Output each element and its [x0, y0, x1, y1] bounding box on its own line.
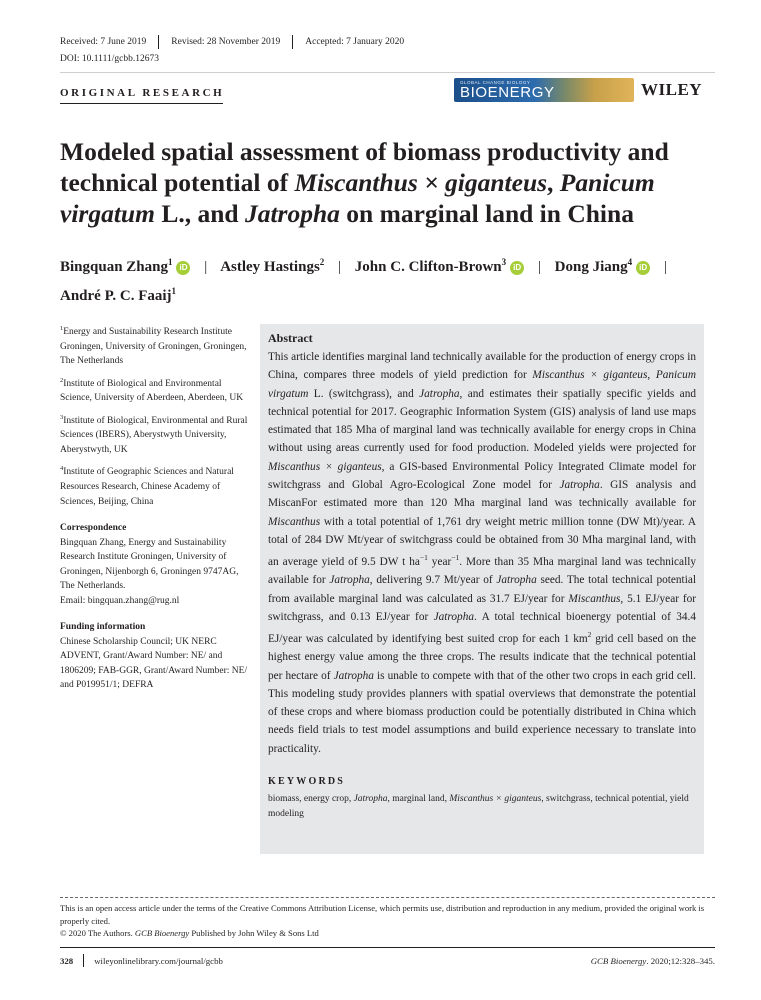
author-separator: | [338, 259, 342, 275]
revised-date: Revised: 28 November 2019 [171, 37, 281, 47]
keywords-list: biomass, energy crop, Jatropha, marginal land, Miscanthus × giganteus, switchgrass, technical potential, yield modeling [268, 794, 689, 819]
header-rule [60, 72, 715, 73]
journal-logo-subtitle: GLOBAL CHANGE BIOLOGY [460, 80, 531, 85]
date-separator [158, 35, 159, 49]
section-label: ORIGINAL RESEARCH [60, 87, 225, 99]
author-separator: | [663, 259, 667, 275]
journal-logo-title: BIOENERGY [460, 84, 555, 101]
publisher-logo[interactable]: WILEY [641, 80, 703, 99]
author[interactable]: Dong Jiang$^4$ [554, 257, 633, 275]
accepted-date: Accepted: 7 January 2020 [305, 37, 405, 47]
received-date: Received: 7 June 2019 [60, 37, 147, 47]
keywords-heading: KEYWORDS [268, 776, 346, 788]
orcid-icon[interactable]: iD [636, 261, 650, 275]
footer-rule [60, 947, 715, 948]
journal-logo[interactable] [454, 78, 634, 102]
doi[interactable]: DOI: 10.1111/gcbb.12673 [60, 54, 159, 64]
journal-url[interactable]: wileyonlinelibrary.com/journal/gcbb [94, 955, 223, 966]
article-dates [60, 35, 404, 49]
license-note [60, 902, 715, 940]
author[interactable]: André P. C. Faaij$^1$ [60, 286, 177, 304]
author-separator: | [204, 259, 208, 275]
page-number: 328 [60, 955, 74, 966]
author[interactable]: Astley Hastings$^2$ [220, 257, 325, 275]
section-underline [60, 103, 223, 104]
page-footer [60, 954, 715, 967]
article-title: Modeled spatial assessment of biomass productivity and technical potential of Miscanthus × giganteus, Panicum virgatum L., and Jatropha on marginal land in China [60, 137, 669, 228]
footnote-divider [60, 897, 715, 898]
author[interactable]: John C. Clifton-Brown$^3$ [354, 257, 507, 275]
funding-heading: Funding information [60, 622, 146, 633]
license-text: This is an open access article under the terms of the Creative Commons Attribution License, which permits use, distribution and reproduction in any medium, provided the original work is properly cited. [60, 903, 705, 926]
citation: GCB Bioenergy. 2020;12:328–345. [590, 955, 715, 966]
correspondence-email[interactable]: Email: bingquan.zhang@rug.nl [60, 595, 180, 606]
author-list [60, 250, 720, 308]
affiliation: $^3$Institute of Biological, Environmental and Rural Sciences (IBERS), Aberystwyth University, Aberystwyth, UK [60, 413, 248, 455]
affiliation: $^1$Energy and Sustainability Research Institute Groningen, University of Groningen, Groningen, The Netherlands [60, 325, 247, 367]
abstract-box [260, 324, 704, 854]
affiliation: $^4$Institute of Geographic Sciences and Natural Resources Research, Chinese Academy of Sciences, Beijing, China [60, 465, 234, 507]
orcid-icon[interactable]: iD [510, 261, 524, 275]
correspondence-heading: Correspondence [60, 523, 127, 534]
correspondence-text: Bingquan Zhang, Energy and Sustainability Research Institute Groningen, University of Groningen, Nijenborgh 6, Groningen 9747AG, The Netherlands. Email: bingquan.zhang@rug.nl [60, 537, 239, 606]
orcid-icon[interactable]: iD [176, 261, 190, 275]
author-separator: | [537, 259, 541, 275]
footer-separator [83, 954, 84, 967]
article-sidebar [60, 322, 250, 698]
abstract-text: This article identifies marginal land technically available for the production of energy crops in China, compares three models of yield prediction for Miscanthus × giganteus, Panicum virgatum L. (switchgrass), and Jatropha, and estimates their spatially specific yields and technical potential for 2017. Geographic Information System (GIS) analysis of land use maps estimated that 185 Mha of marginal land was technically available for energy crops in China without using areas currently used for food production. Modeled yields were projected for Miscanthus × giganteus, a GIS-based Environmental Policy Integrated Climate model for switchgrass and Global Agro-Ecological Zone model for Jatropha. GIS analysis and MiscanFor estimated more than 120 Mha marginal land was technically available for Miscanthus with a total potential of 1,761 dry weight metric million tonne (DW Mt)/year. A total of 284 DW Mt/year of switchgrass could be obtained from 30 Mha marginal land, with an average yield of 9.5 DW t $ha^{-1}$ year$^{-1}$. More than 35 Mha marginal land was technically available for Jatropha, delivering 9.7 Mt/year of Jatropha seed. The total technical potential from available marginal land was calculated as 31.7 EJ/year for Miscanthus, 5.1 EJ/year for switchgrass, and 0.13 EJ/year for Jatropha. A total technical bioenergy potential of 34.4 EJ/year was calculated by identifying best suited crop for each 1 $km^2$ grid cell based on the highest energy value among the three crops. The results indicate that the technical potential per hectare of Jatropha is unable to compete with that of the other two crops in each grid cell. This modeling study provides planners with spatial overviews that demonstrate the potential of these crops and where biomass production could be potentially distributed in China which needs field trials to test model assumptions and build experience necessary to translate into practicality. [268, 351, 697, 755]
copyright-line: © 2020 The Authors. GCB Bioenergy Published by John Wiley & Sons Ltd [60, 928, 319, 938]
abstract-heading: Abstract [268, 331, 313, 345]
funding-text: Chinese Scholarship Council; UK NERC ADVENT, Grant/Award Number: NE/ and 1806209; FAB-GGR, Grant/Award Number: NE/ and P019951/1; DEFRA [60, 636, 248, 691]
author[interactable]: Bingquan Zhang$^1$ [60, 257, 173, 275]
date-separator [292, 35, 293, 49]
affiliation: $^2$Institute of Biological and Environmental Science, University of Aberdeen, Aberdeen, UK [60, 376, 244, 404]
